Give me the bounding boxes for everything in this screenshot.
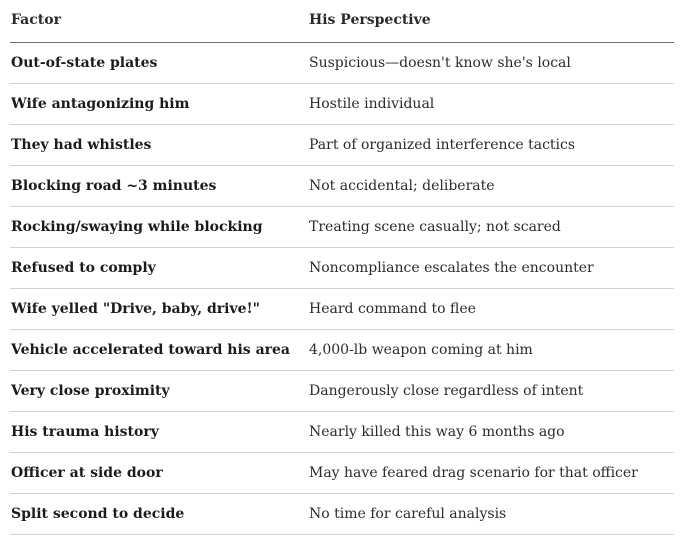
perspective-cell: Noncompliance escalates the encounter <box>308 248 674 289</box>
factor-cell: Wife yelled "Drive, baby, drive!" <box>10 289 308 330</box>
factor-cell: Vehicle accelerated toward his area <box>10 330 308 371</box>
perspective-cell: Hostile individual <box>308 84 674 125</box>
table-row <box>10 371 674 412</box>
table-body <box>10 43 674 535</box>
factor-cell: Blocking road ~3 minutes <box>10 166 308 207</box>
perspective-cell: Part of organized interference tactics <box>308 125 674 166</box>
perspective-cell: 4,000-lb weapon coming at him <box>308 330 674 371</box>
perspective-cell: Not accidental; deliberate <box>308 166 674 207</box>
perspective-cell: Nearly killed this way 6 months ago <box>308 412 674 453</box>
table-row <box>10 412 674 453</box>
perspective-cell: Heard command to flee <box>308 289 674 330</box>
factor-cell: Wife antagonizing him <box>10 84 308 125</box>
column-header-factor: Factor <box>10 0 308 43</box>
factor-perspective-table <box>10 0 674 535</box>
table-row <box>10 125 674 166</box>
perspective-cell: Suspicious—doesn't know she's local <box>308 43 674 84</box>
column-header-perspective: His Perspective <box>308 0 674 43</box>
factor-cell: Officer at side door <box>10 453 308 494</box>
table-row <box>10 207 674 248</box>
perspective-cell: May have feared drag scenario for that officer <box>308 453 674 494</box>
table-row <box>10 494 674 535</box>
perspective-cell: No time for careful analysis <box>308 494 674 535</box>
table-row <box>10 330 674 371</box>
table-row <box>10 453 674 494</box>
factor-cell: Rocking/swaying while blocking <box>10 207 308 248</box>
factor-cell: Refused to comply <box>10 248 308 289</box>
factor-cell: They had whistles <box>10 125 308 166</box>
factor-cell: Split second to decide <box>10 494 308 535</box>
perspective-cell: Treating scene casually; not scared <box>308 207 674 248</box>
table-row <box>10 248 674 289</box>
perspective-cell: Dangerously close regardless of intent <box>308 371 674 412</box>
table-header <box>10 0 674 43</box>
header-row <box>10 0 674 43</box>
table-row <box>10 166 674 207</box>
table-row <box>10 289 674 330</box>
factor-cell: Very close proximity <box>10 371 308 412</box>
table-row <box>10 84 674 125</box>
factor-cell: His trauma history <box>10 412 308 453</box>
table-row <box>10 43 674 84</box>
factor-cell: Out-of-state plates <box>10 43 308 84</box>
